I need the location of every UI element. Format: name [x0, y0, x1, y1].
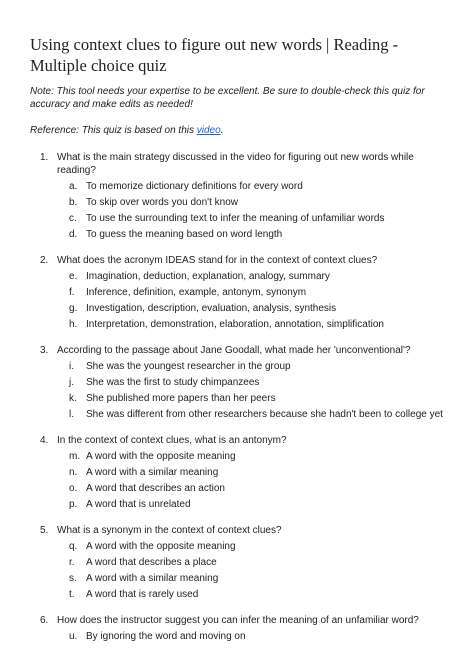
option-letter: m.	[69, 450, 81, 462]
option-text: Imagination, deduction, explanation, analogy, summary	[86, 270, 330, 282]
answer-option	[69, 630, 450, 643]
question-text: What does the acronym IDEAS stand for in the context of context clues?	[57, 254, 378, 266]
answer-option	[69, 450, 450, 463]
option-letter: r.	[69, 556, 75, 568]
answer-option	[69, 212, 450, 225]
option-letter: f.	[69, 286, 75, 298]
question-stem	[40, 344, 450, 357]
answer-option	[69, 556, 450, 569]
option-letter: k.	[69, 392, 77, 404]
option-letter: d.	[69, 228, 78, 240]
option-text: She was different from other researchers because she hadn't been to college yet	[86, 408, 443, 420]
answer-option	[69, 588, 450, 601]
option-text: Interpretation, demonstration, elaboration, annotation, simplification	[86, 318, 384, 330]
option-letter: g.	[69, 302, 78, 314]
option-text: To use the surrounding text to infer the meaning of unfamiliar words	[86, 212, 385, 224]
question-text: According to the passage about Jane Goodall, what made her 'unconventional'?	[57, 344, 411, 356]
option-letter: q.	[69, 540, 78, 552]
answer-option	[69, 482, 450, 495]
question-item	[30, 614, 450, 643]
answer-option	[69, 180, 450, 193]
answer-option	[69, 498, 450, 511]
answer-option	[69, 572, 450, 585]
option-text: A word with the opposite meaning	[86, 540, 236, 552]
document-title: Using context clues to figure out new words | Reading - Multiple choice quiz	[30, 35, 399, 75]
question-number: 1.	[40, 151, 49, 163]
question-item	[30, 151, 450, 241]
question-number: 5.	[40, 524, 49, 536]
option-letter: s.	[69, 572, 77, 584]
question-stem	[40, 254, 450, 267]
video-link[interactable]: video	[196, 125, 221, 136]
option-text: To skip over words you don't know	[86, 196, 238, 208]
option-text: To guess the meaning based on word length	[86, 228, 283, 240]
option-text: She was the youngest researcher in the group	[86, 360, 291, 372]
answer-option	[69, 376, 450, 389]
answer-option	[69, 360, 450, 373]
option-letter: u.	[69, 630, 78, 642]
question-item	[30, 524, 450, 601]
reference-line	[30, 125, 450, 138]
option-letter: b.	[69, 196, 78, 208]
question-list	[30, 151, 450, 643]
answer-option	[69, 392, 450, 405]
question-number: 3.	[40, 344, 49, 356]
accuracy-note: Note: This tool needs your expertise to be excellent. Be sure to double-check this quiz for accuracy and make edits as needed!	[30, 86, 425, 110]
option-letter: t.	[69, 588, 75, 600]
option-text: Investigation, description, evaluation, analysis, synthesis	[86, 302, 337, 314]
answer-option	[69, 318, 450, 331]
question-stem	[40, 524, 450, 537]
answer-option	[69, 466, 450, 479]
question-number: 4.	[40, 434, 49, 446]
question-text: How does the instructor suggest you can infer the meaning of an unfamiliar word?	[57, 614, 419, 626]
option-text: A word with a similar meaning	[86, 466, 219, 478]
option-letter: n.	[69, 466, 78, 478]
question-text: What is a synonym in the context of context clues?	[57, 524, 282, 536]
question-text: What is the main strategy discussed in the video for figuring out new words while reading?	[57, 151, 414, 176]
question-number: 6.	[40, 614, 49, 626]
option-letter: p.	[69, 498, 78, 510]
reference-prefix: Reference: This quiz is based on this	[30, 125, 197, 136]
answer-option	[69, 302, 450, 315]
option-letter: c.	[69, 212, 77, 224]
option-letter: a.	[69, 180, 78, 192]
question-stem	[40, 151, 450, 177]
answer-option	[69, 286, 450, 299]
answer-option	[69, 408, 450, 421]
document-page	[30, 34, 450, 656]
option-letter: e.	[69, 270, 78, 282]
option-text: A word with a similar meaning	[86, 572, 219, 584]
answer-option	[69, 540, 450, 553]
option-text: A word that is rarely used	[86, 588, 199, 600]
answer-option	[69, 196, 450, 209]
option-letter: o.	[69, 482, 78, 494]
option-text: A word that describes an action	[86, 482, 225, 494]
question-text: In the context of context clues, what is an antonym?	[57, 434, 287, 446]
option-letter: h.	[69, 318, 78, 330]
question-stem	[40, 614, 450, 627]
question-item	[30, 344, 450, 421]
option-text: She was the first to study chimpanzees	[86, 376, 260, 388]
option-letter: i.	[69, 360, 74, 372]
question-stem	[40, 434, 450, 447]
option-text: Inference, definition, example, antonym, synonym	[86, 286, 307, 298]
question-item	[30, 254, 450, 331]
option-letter: l.	[69, 408, 74, 420]
option-text: By ignoring the word and moving on	[86, 630, 246, 642]
option-text: She published more papers than her peers	[86, 392, 276, 404]
reference-suffix: .	[220, 125, 224, 136]
answer-option	[69, 270, 450, 283]
answer-option	[69, 228, 450, 241]
option-text: A word that is unrelated	[86, 498, 191, 510]
question-item	[30, 434, 450, 511]
option-text: A word with the opposite meaning	[86, 450, 236, 462]
question-number: 2.	[40, 254, 49, 266]
option-text: A word that describes a place	[86, 556, 217, 568]
option-text: To memorize dictionary definitions for every word	[86, 180, 303, 192]
option-letter: j.	[69, 376, 74, 388]
